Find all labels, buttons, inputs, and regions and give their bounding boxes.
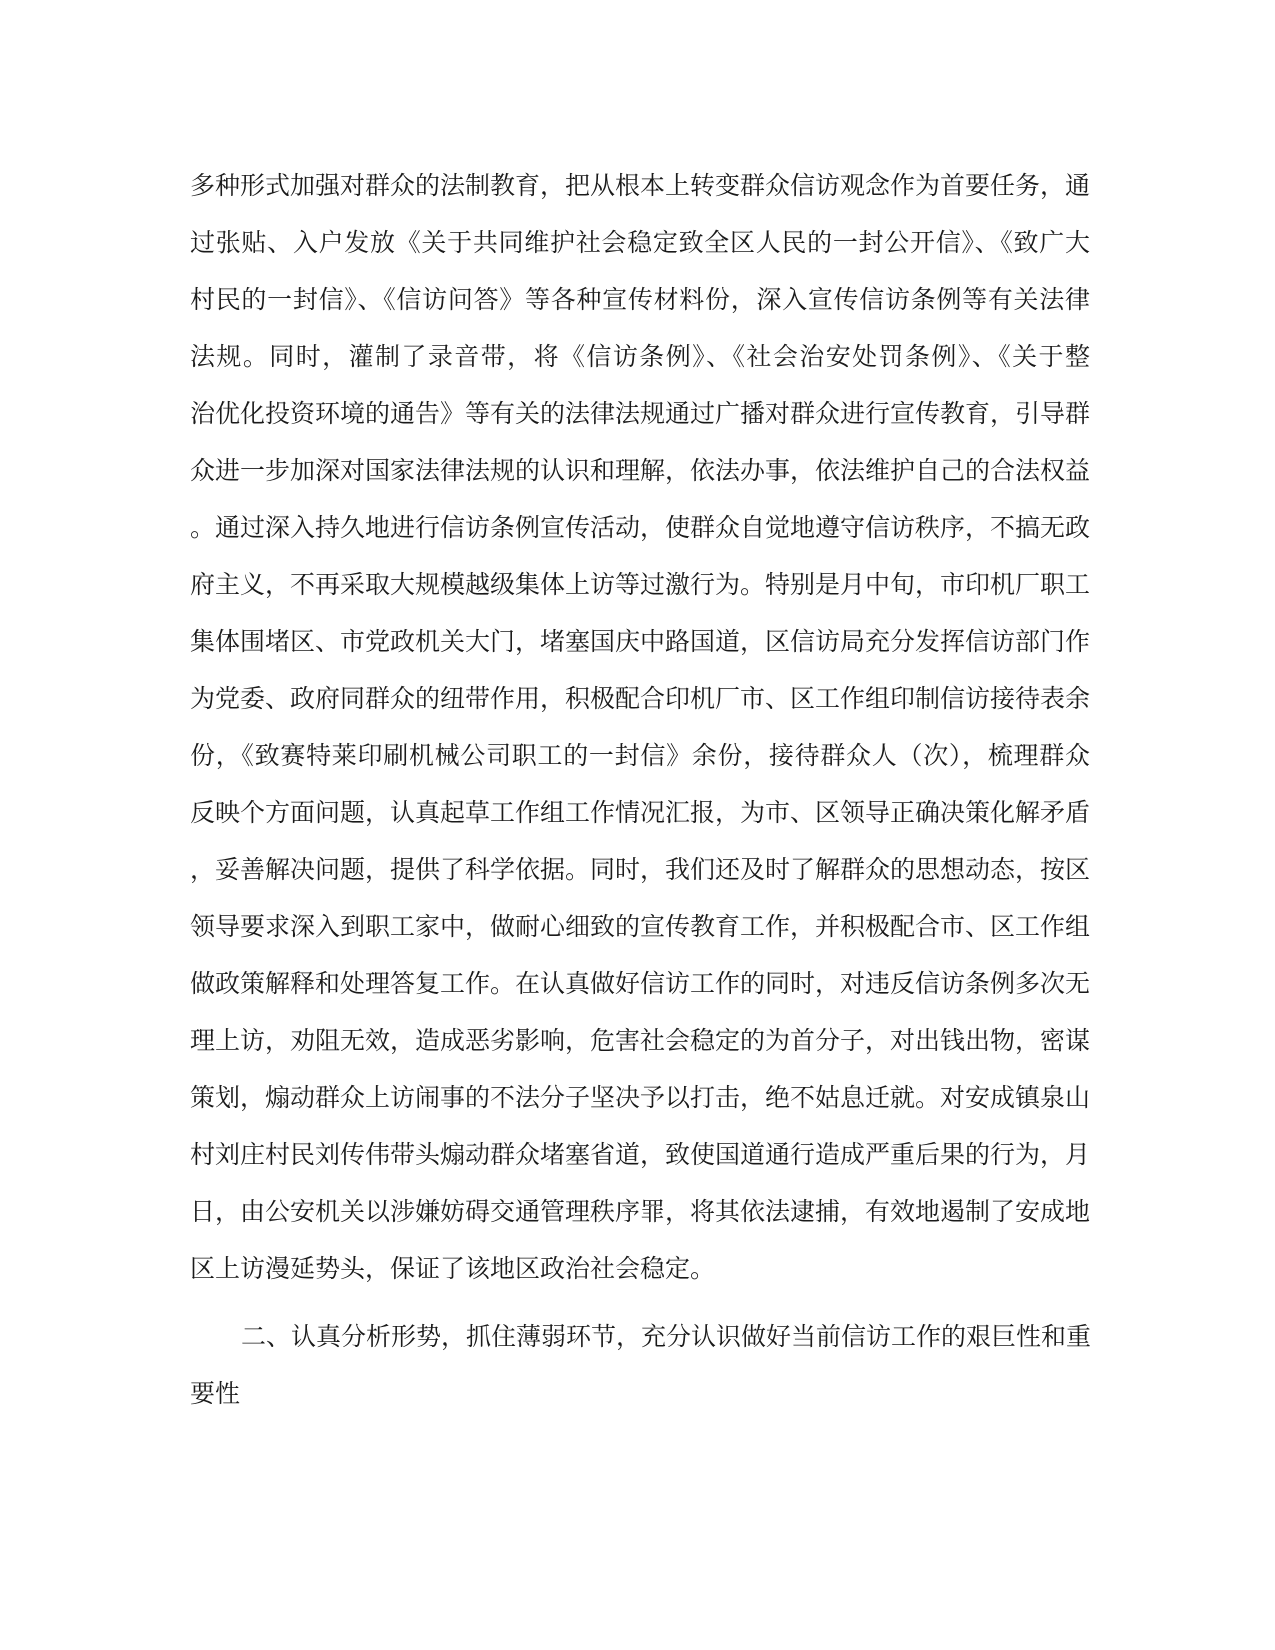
body-text-line: ，妥善解决问题，提供了科学依据。同时，我们还及时了解群众的思想动态，按区 <box>190 855 1091 884</box>
body-text-line: 治优化投资环境的通告》等有关的法律法规通过广播对群众进行宣传教育，引导群 <box>190 399 1091 428</box>
section-heading-line: 要性 <box>190 1379 241 1408</box>
body-text-line: 村民的一封信》、《信访问答》等各种宣传材料份，深入宣传信访条例等有关法律 <box>190 285 1090 314</box>
body-text-line: 做政策解释和处理答复工作。在认真做好信访工作的同时，对违反信访条例多次无 <box>190 969 1091 998</box>
body-text-line: 。通过深入持久地进行信访条例宣传活动，使群众自觉地遵守信访秩序，不搞无政 <box>190 513 1091 542</box>
body-text-line: 反映个方面问题，认真起草工作组工作情况汇报，为市、区领导正确决策化解矛盾 <box>190 798 1091 827</box>
body-text-line: 集体围堵区、市党政机关大门，堵塞国庆中路国道，区信访局充分发挥信访部门作 <box>190 627 1091 656</box>
body-text-line: 为党委、政府同群众的纽带作用，积极配合印机厂市、区工作组印制信访接待表余 <box>190 684 1091 713</box>
body-text-line: 众进一步加深对国家法律法规的认识和理解，依法办事，依法维护自己的合法权益 <box>190 456 1091 485</box>
body-text-line: 日，由公安机关以涉嫌妨碍交通管理秩序罪，将其依法逮捕，有效地遏制了安成地 <box>190 1197 1091 1226</box>
body-text-line: 村刘庄村民刘传伟带头煽动群众堵塞省道，致使国道通行造成严重后果的行为，月 <box>190 1140 1091 1169</box>
body-text-line: 策划，煽动群众上访闹事的不法分子坚决予以打击，绝不姑息迁就。对安成镇泉山 <box>190 1083 1091 1112</box>
body-text-line: 过张贴、入户发放《关于共同维护社会稳定致全区人民的一封公开信》、《致广大 <box>190 228 1090 257</box>
body-text-line: 理上访，劝阻无效，造成恶劣影响，危害社会稳定的为首分子，对出钱出物，密谋 <box>190 1026 1091 1055</box>
body-text-line: 多种形式加强对群众的法制教育，把从根本上转变群众信访观念作为首要任务，通 <box>190 171 1091 200</box>
body-text-line: 领导要求深入到职工家中，做耐心细致的宣传教育工作，并积极配合市、区工作组 <box>190 912 1091 941</box>
body-text-line: 法规。同时，灌制了录音带，将《信访条例》、《社会治安处罚条例》、《关于整 <box>190 342 1090 371</box>
body-text-line: 府主义，不再采取大规模越级集体上访等过激行为。特别是月中旬，市印机厂职工 <box>190 570 1091 599</box>
body-text-line: 区上访漫延势头，保证了该地区政治社会稳定。 <box>190 1254 716 1283</box>
section-heading-line: 二、认真分析形势，抓住薄弱环节，充分认识做好当前信访工作的艰巨性和重 <box>241 1322 1092 1351</box>
body-text-line: 份，《致赛特莱印刷机械公司职工的一封信》余份，接待群众人（次），梳理群众 <box>190 741 1090 770</box>
